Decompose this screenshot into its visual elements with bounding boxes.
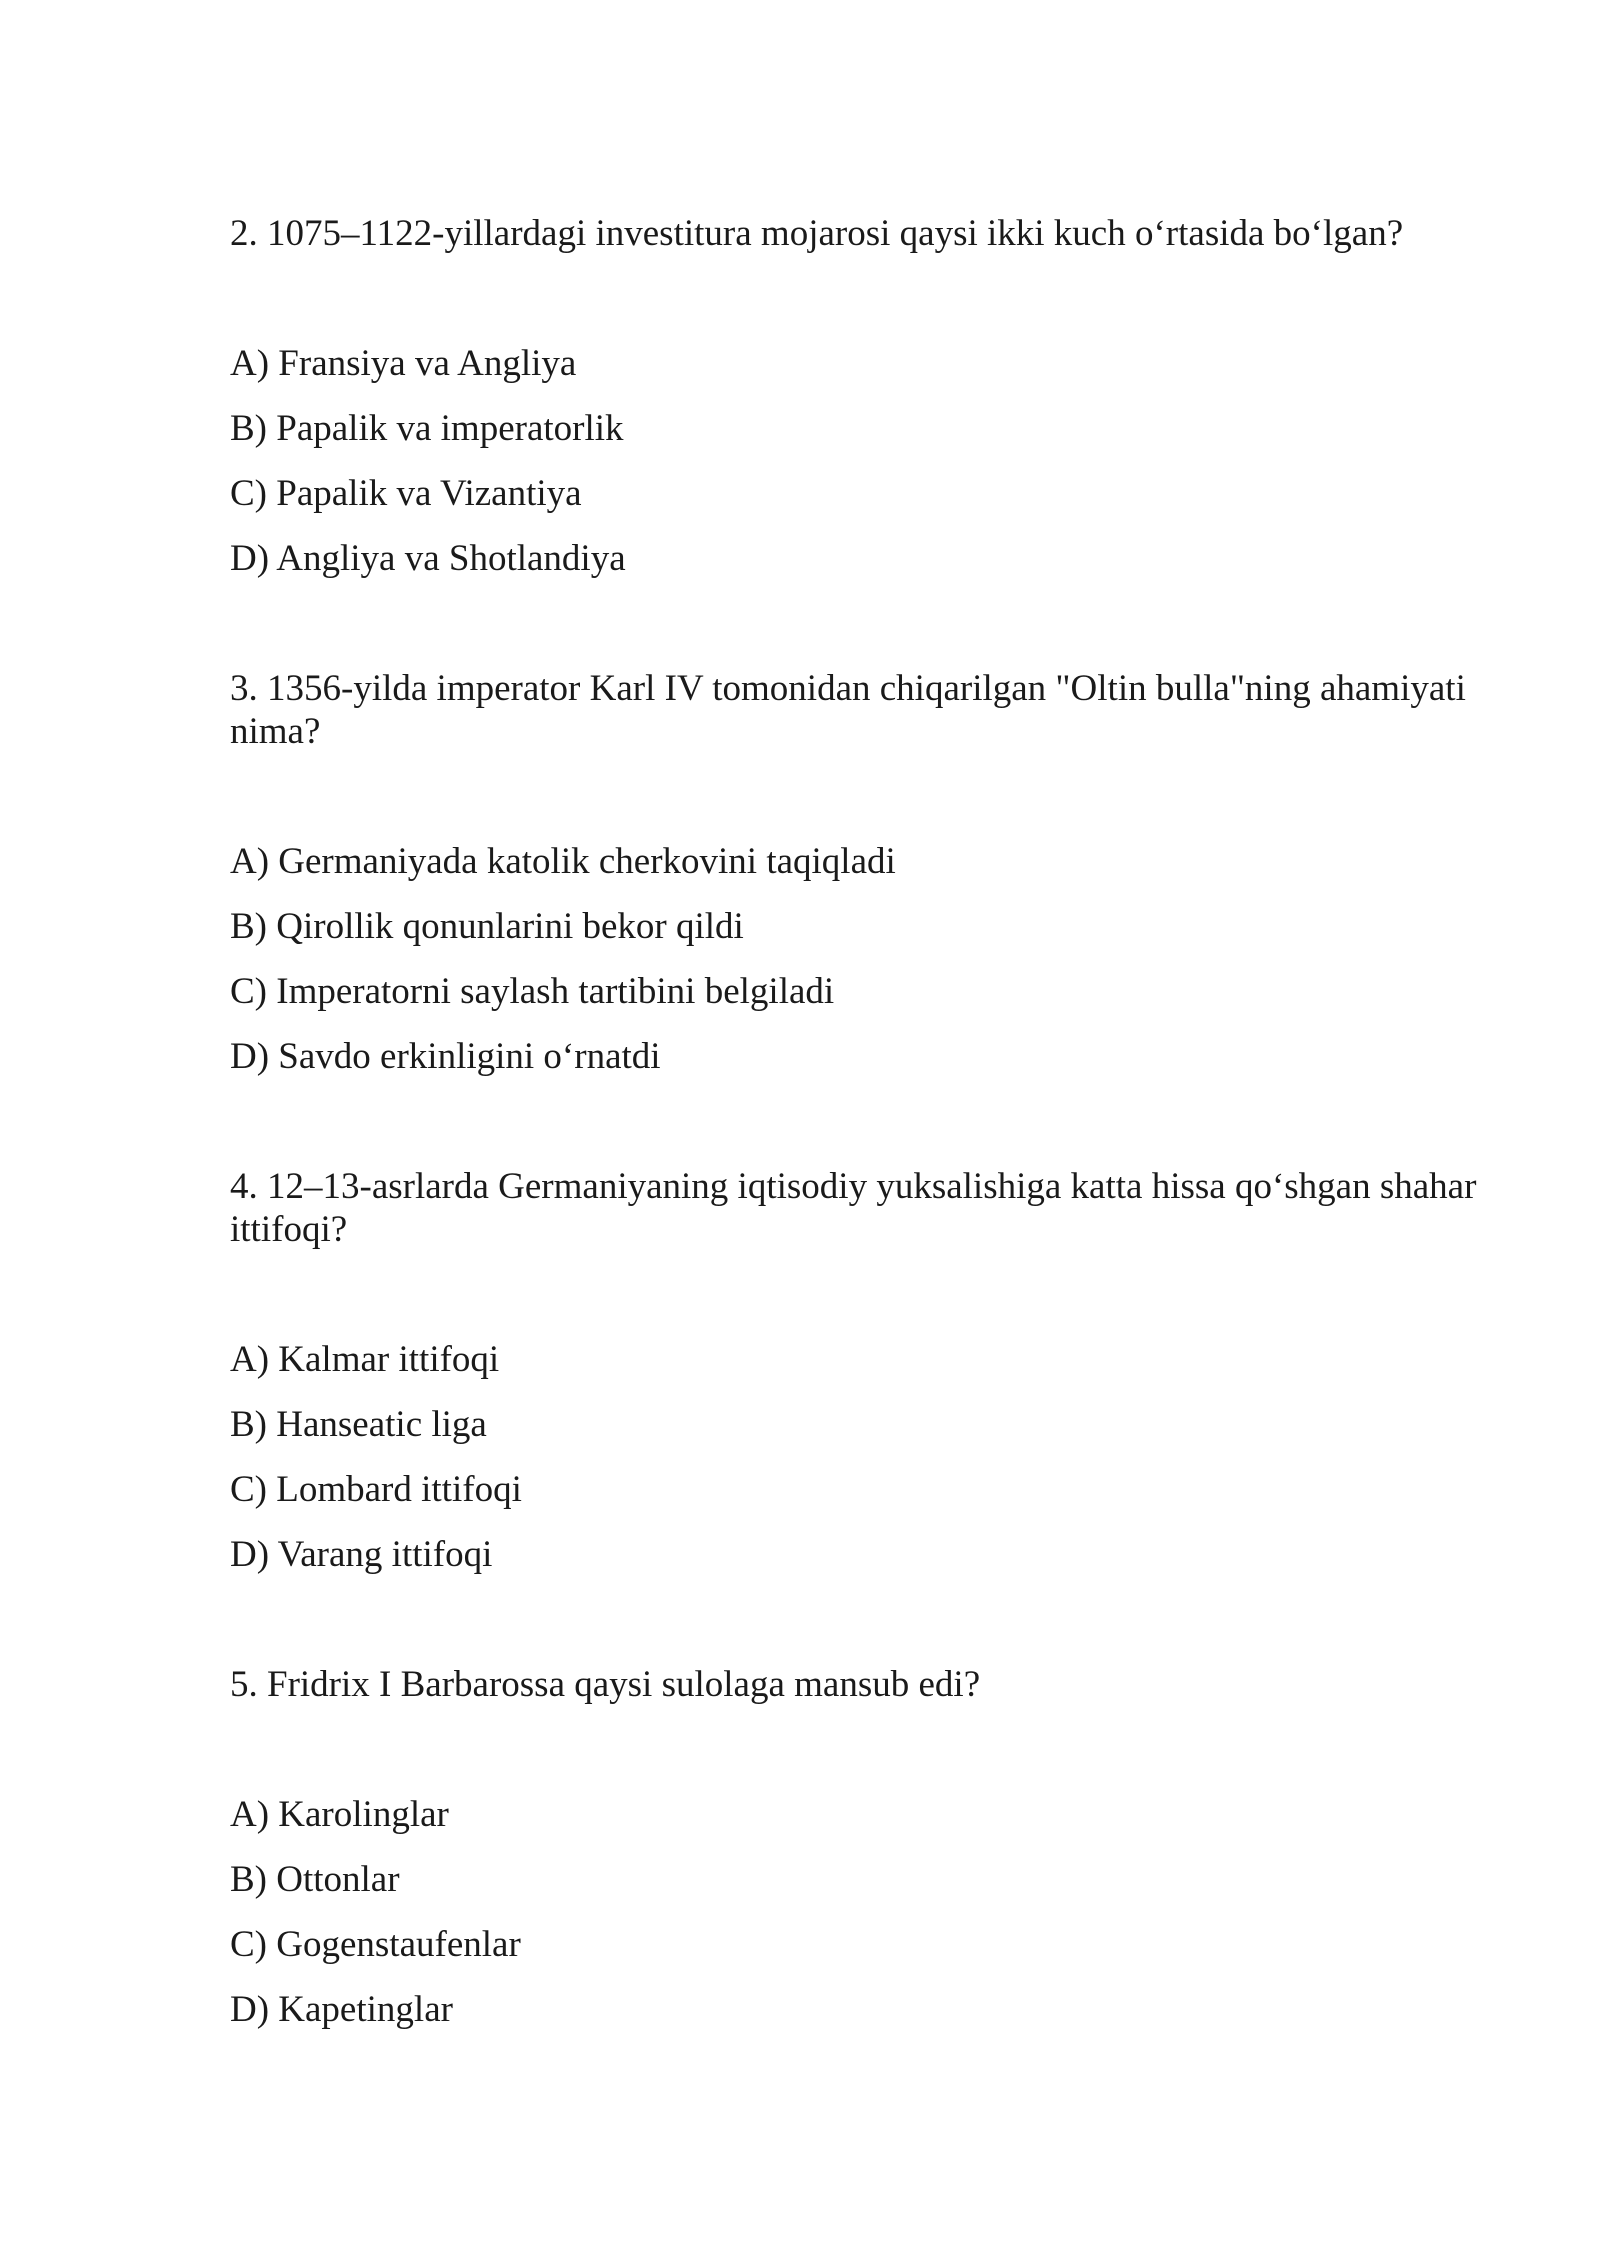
question-4	[230, 1165, 1520, 1576]
answer-options	[230, 1338, 1520, 1576]
question-text: 3. 1356-yilda imperator Karl IV tomonidan chiqarilgan "Oltin bulla"ning ahamiyati nima?	[230, 668, 1466, 752]
option-b: B) Ottonlar	[230, 1859, 400, 1900]
question-text: 4. 12–13-asrlarda Germaniyaning iqtisodiy yuksalishiga katta hissa qo‘shgan shahar ittifoqi?	[230, 1166, 1477, 1250]
question-3	[230, 667, 1520, 1078]
option-c: C) Imperatorni saylash tartibini belgiladi	[230, 971, 835, 1012]
option-d: D) Angliya va Shotlandiya	[230, 538, 626, 579]
option-d: D) Kapetinglar	[230, 1989, 453, 2030]
option-a: A) Karolinglar	[230, 1794, 449, 1835]
option-c: C) Papalik va Vizantiya	[230, 473, 582, 514]
question-text: 2. 1075–1122-yillardagi investitura mojarosi qaysi ikki kuch o‘rtasida bo‘lgan?	[230, 213, 1404, 254]
option-c: C) Lombard ittifoqi	[230, 1469, 522, 1510]
question-list	[230, 212, 1520, 2118]
answer-options	[230, 1793, 1520, 2031]
option-a: A) Fransiya va Angliya	[230, 343, 577, 384]
question-2	[230, 212, 1520, 580]
option-b: B) Hanseatic liga	[230, 1404, 487, 1445]
option-d: D) Savdo erkinligini o‘rnatdi	[230, 1036, 661, 1077]
question-text: 5. Fridrix I Barbarossa qaysi sulolaga mansub edi?	[230, 1664, 981, 1705]
option-b: B) Qirollik qonunlarini bekor qildi	[230, 906, 744, 947]
option-c: C) Gogenstaufenlar	[230, 1924, 521, 1965]
option-a: A) Germaniyada katolik cherkovini taqiqladi	[230, 841, 896, 882]
answer-options	[230, 342, 1520, 580]
answer-options	[230, 840, 1520, 1078]
option-d: D) Varang ittifoqi	[230, 1534, 493, 1575]
question-5	[230, 1663, 1520, 2031]
option-a: A) Kalmar ittifoqi	[230, 1339, 500, 1380]
option-b: B) Papalik va imperatorlik	[230, 408, 624, 449]
